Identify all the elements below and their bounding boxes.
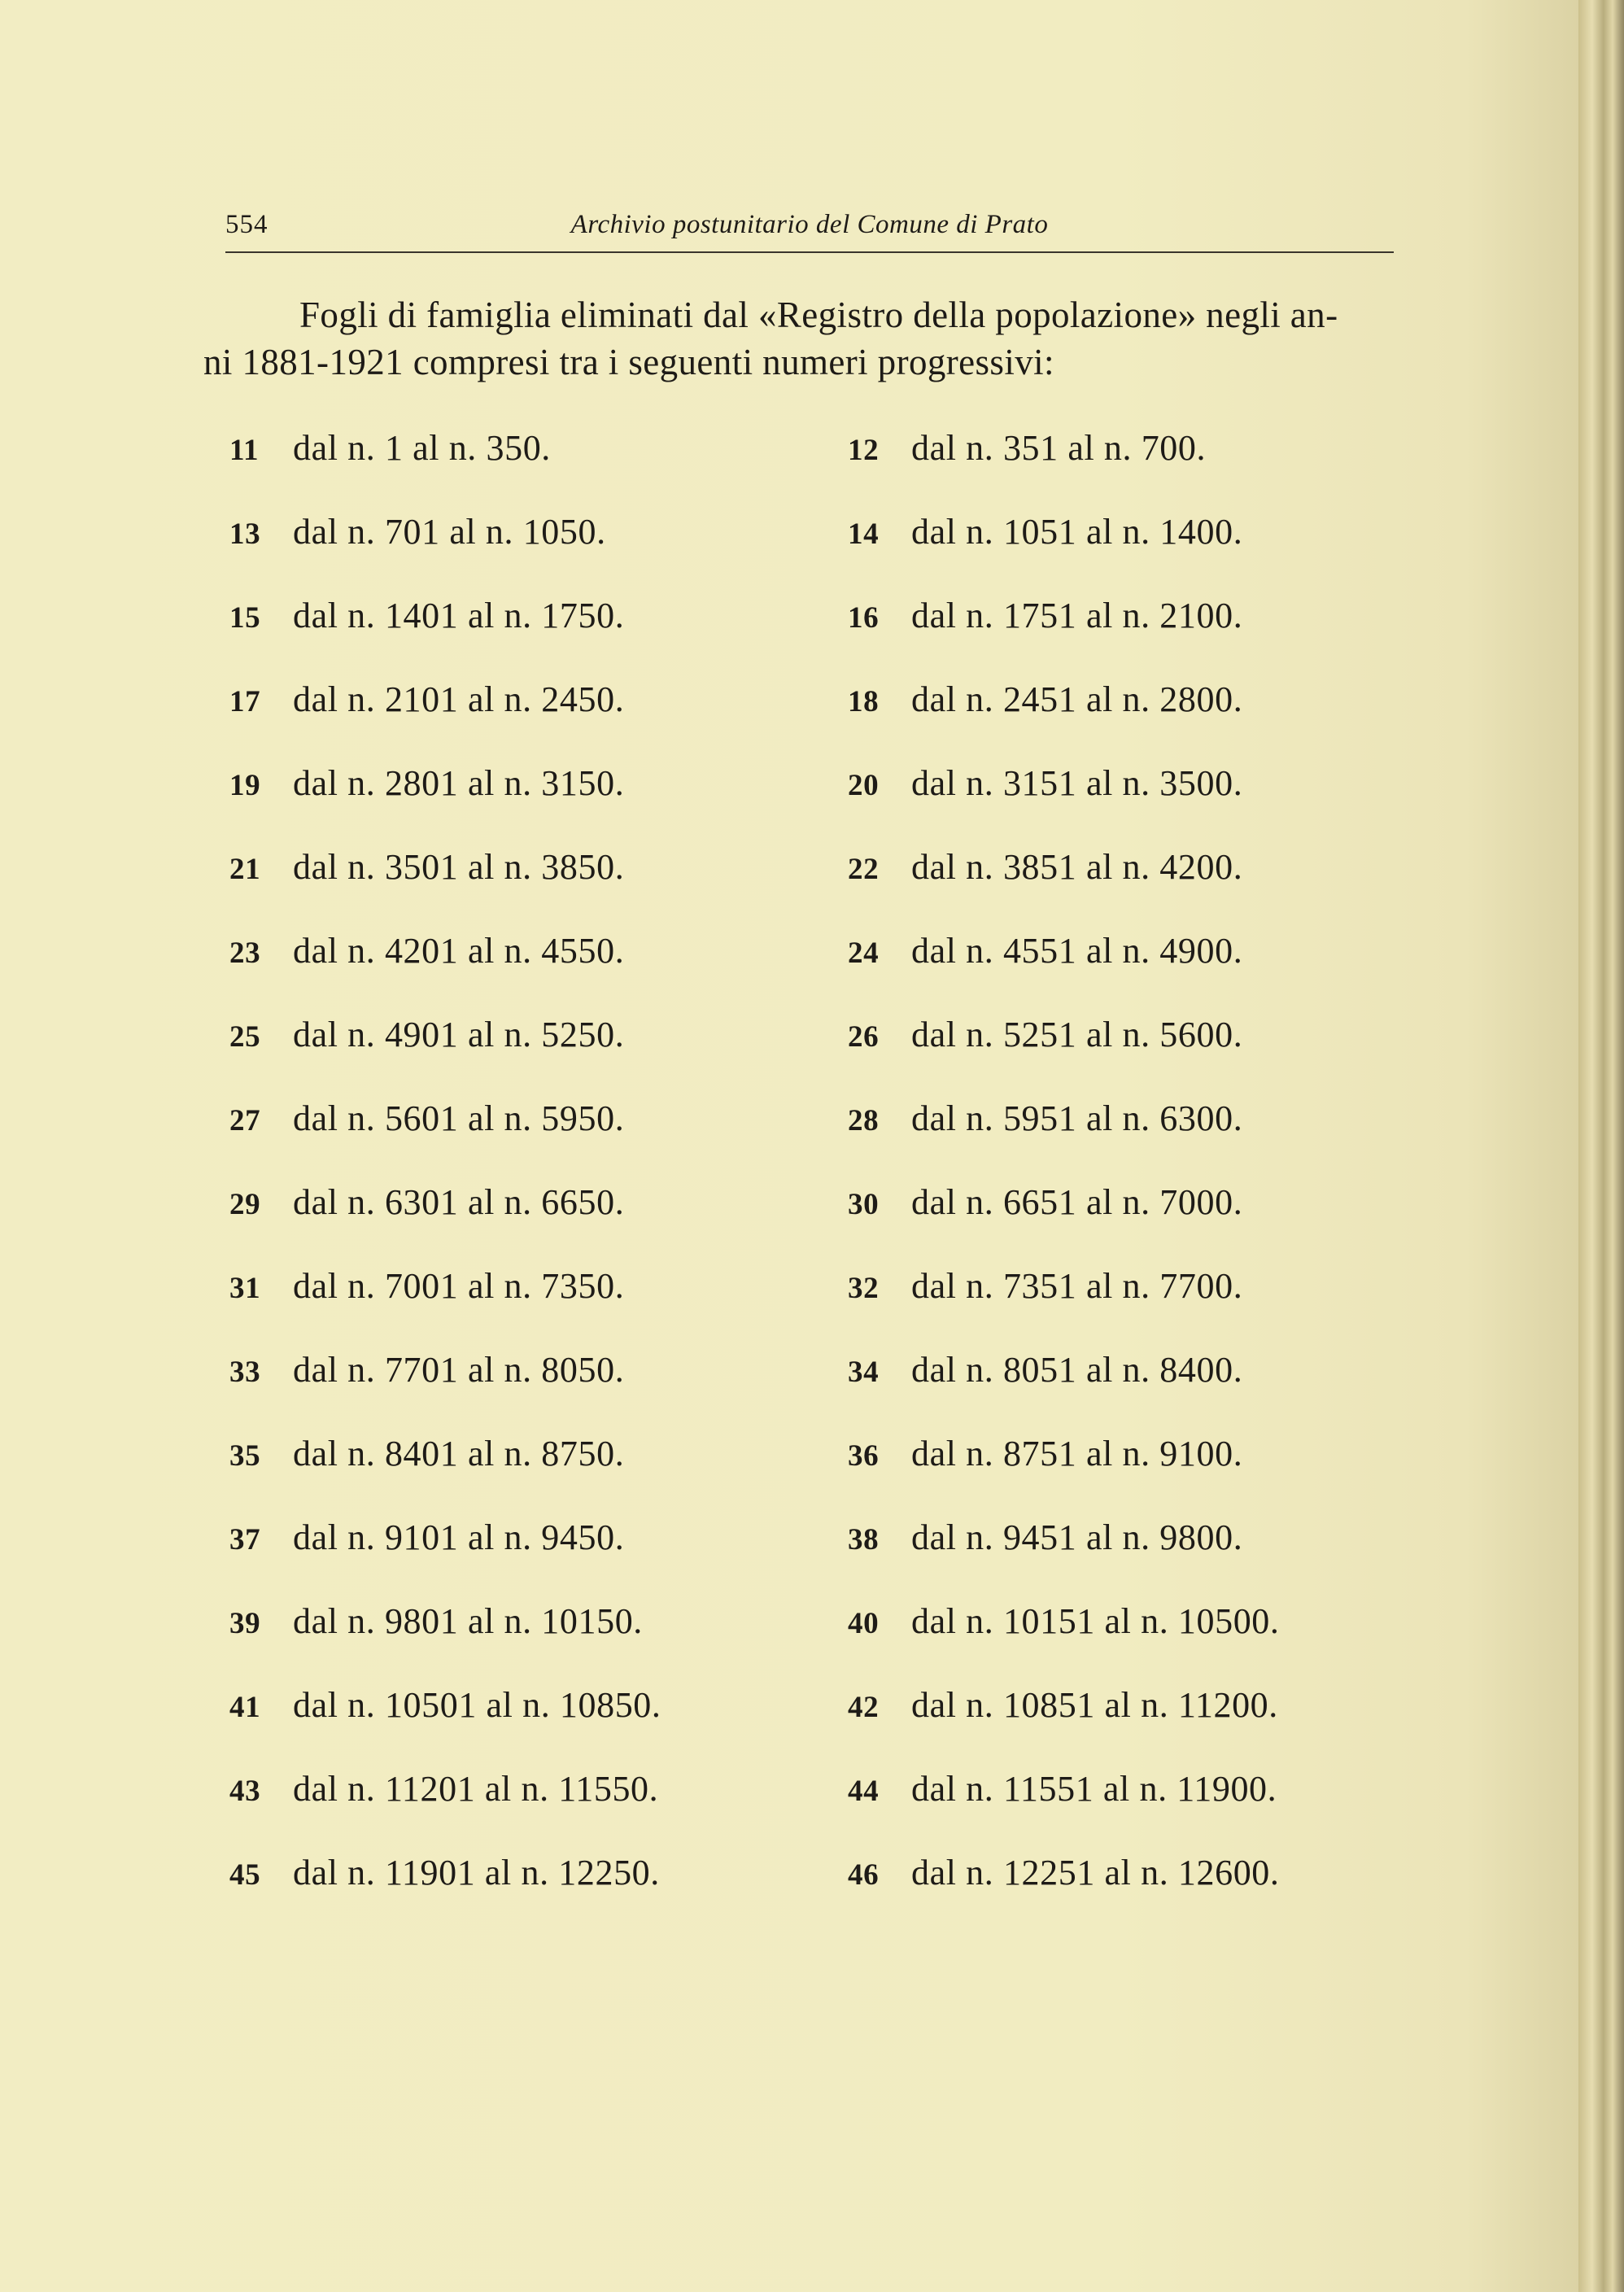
entry	[229, 427, 551, 469]
entry-range: dal n. 7001 al n. 7350.	[293, 1266, 625, 1306]
entry	[229, 595, 624, 636]
entry	[229, 1098, 624, 1139]
entry-number: 18	[848, 685, 880, 718]
entry-range: dal n. 351 al n. 700.	[911, 428, 1207, 468]
entry	[229, 1852, 660, 1893]
entry	[229, 511, 606, 552]
entries-row	[229, 1684, 1369, 1733]
entry-range: dal n. 2801 al n. 3150.	[293, 763, 625, 803]
entry-number: 24	[848, 936, 880, 970]
entry	[848, 762, 1242, 804]
entry-number: 12	[848, 434, 880, 467]
entry-range: dal n. 1 al n. 350.	[293, 428, 551, 468]
entry-range: dal n. 6651 al n. 7000.	[911, 1182, 1243, 1222]
entry-range: dal n. 1051 al n. 1400.	[911, 512, 1243, 552]
entries-row	[229, 1600, 1369, 1649]
entry-range: dal n. 1751 al n. 2100.	[911, 596, 1243, 635]
entry	[848, 1517, 1242, 1558]
entries-row	[229, 930, 1369, 979]
intro-paragraph	[203, 291, 1399, 386]
entry	[848, 1600, 1280, 1642]
entry	[229, 1684, 661, 1726]
entry	[229, 1768, 658, 1810]
entry-range: dal n. 1401 al n. 1750.	[293, 596, 625, 635]
entry-range: dal n. 9101 al n. 9450.	[293, 1517, 625, 1557]
entry-range: dal n. 3151 al n. 3500.	[911, 763, 1243, 803]
entry	[229, 679, 624, 720]
entry	[848, 1349, 1242, 1390]
entry	[848, 1768, 1277, 1810]
page-edge	[1578, 0, 1624, 2292]
entry-range: dal n. 11901 al n. 12250.	[293, 1853, 660, 1893]
entries-row	[229, 1265, 1369, 1314]
entry-range: dal n. 3851 al n. 4200.	[911, 847, 1243, 887]
entries-row	[229, 762, 1369, 811]
entry	[229, 1265, 624, 1307]
entry-number: 44	[848, 1775, 880, 1808]
page-number: 554	[225, 210, 268, 239]
entry	[229, 1517, 624, 1558]
entry-range: dal n. 11551 al n. 11900.	[911, 1769, 1277, 1809]
entry-number: 22	[848, 853, 880, 886]
entry-number: 31	[229, 1272, 261, 1305]
entry	[848, 679, 1242, 720]
entry	[848, 1684, 1278, 1726]
entry	[848, 1433, 1242, 1474]
entry-range: dal n. 11201 al n. 11550.	[293, 1769, 659, 1809]
entry-range: dal n. 6301 al n. 6650.	[293, 1182, 625, 1222]
entry-range: dal n. 3501 al n. 3850.	[293, 847, 625, 887]
entry	[229, 1600, 643, 1642]
entries-row	[229, 427, 1369, 476]
entry	[848, 1181, 1242, 1223]
entry-number: 40	[848, 1607, 880, 1640]
entries-row	[229, 679, 1369, 727]
entry-range: dal n. 5251 al n. 5600.	[911, 1015, 1243, 1054]
entry-number: 37	[229, 1523, 261, 1556]
entries-row	[229, 1517, 1369, 1565]
entry-number: 35	[229, 1439, 261, 1473]
entry-range: dal n. 10851 al n. 11200.	[911, 1685, 1278, 1725]
entry-number: 32	[848, 1272, 880, 1305]
entry-range: dal n. 8751 al n. 9100.	[911, 1434, 1243, 1473]
entry-number: 33	[229, 1356, 261, 1389]
entry-range: dal n. 12251 al n. 12600.	[911, 1853, 1280, 1893]
entry-range: dal n. 9801 al n. 10150.	[293, 1601, 643, 1641]
entries-row	[229, 1181, 1369, 1230]
entries-row	[229, 1433, 1369, 1482]
entry	[848, 1014, 1242, 1055]
entry-number: 16	[848, 601, 880, 635]
entry-number: 28	[848, 1104, 880, 1137]
entries-row	[229, 1098, 1369, 1146]
entry-number: 26	[848, 1020, 880, 1054]
entries-row	[229, 846, 1369, 895]
header-rule	[225, 251, 1394, 253]
entry-number: 30	[848, 1188, 880, 1221]
entries-row	[229, 595, 1369, 644]
entry-range: dal n. 5951 al n. 6300.	[911, 1098, 1243, 1138]
entry	[848, 1265, 1242, 1307]
page-header	[225, 205, 1394, 251]
entry-number: 21	[229, 853, 261, 886]
entries-row	[229, 1349, 1369, 1398]
entry	[229, 762, 624, 804]
entry-number: 42	[848, 1691, 880, 1724]
entry-number: 45	[229, 1858, 261, 1892]
entry-number: 25	[229, 1020, 261, 1054]
entry-number: 14	[848, 517, 880, 551]
entry-range: dal n. 2451 al n. 2800.	[911, 679, 1243, 719]
entry-number: 36	[848, 1439, 880, 1473]
entry-range: dal n. 2101 al n. 2450.	[293, 679, 625, 719]
entries-row	[229, 1014, 1369, 1063]
running-title: Archivio postunitario del Comune di Prato	[570, 210, 1049, 239]
entries-list	[229, 427, 1369, 1973]
entry	[848, 1098, 1242, 1139]
entry-range: dal n. 5601 al n. 5950.	[293, 1098, 625, 1138]
entries-row	[229, 1852, 1369, 1901]
entry	[229, 930, 624, 971]
entry	[848, 595, 1242, 636]
entry-range: dal n. 7701 al n. 8050.	[293, 1350, 625, 1390]
entry-range: dal n. 8051 al n. 8400.	[911, 1350, 1243, 1390]
entry-range: dal n. 9451 al n. 9800.	[911, 1517, 1243, 1557]
entry	[229, 1349, 624, 1390]
entry	[229, 846, 624, 888]
entry-number: 13	[229, 517, 261, 551]
entry-range: dal n. 701 al n. 1050.	[293, 512, 606, 552]
entry-range: dal n. 8401 al n. 8750.	[293, 1434, 625, 1473]
entry	[848, 930, 1242, 971]
entries-row	[229, 511, 1369, 560]
entry-number: 29	[229, 1188, 261, 1221]
entry	[848, 511, 1242, 552]
entry-range: dal n. 4901 al n. 5250.	[293, 1015, 625, 1054]
entry-number: 20	[848, 769, 880, 802]
entry-number: 34	[848, 1356, 880, 1389]
entry-range: dal n. 4201 al n. 4550.	[293, 931, 625, 971]
entry-number: 23	[229, 936, 261, 970]
entry-number: 17	[229, 685, 261, 718]
entry-number: 38	[848, 1523, 880, 1556]
entry-range: dal n. 7351 al n. 7700.	[911, 1266, 1243, 1306]
entry-number: 41	[229, 1691, 261, 1724]
intro-line-1: Fogli di famiglia eliminati dal «Registro della popolazione» negli an-	[299, 295, 1338, 335]
entry	[229, 1433, 624, 1474]
entry	[848, 1852, 1280, 1893]
entry-number: 11	[229, 434, 260, 467]
entry-number: 43	[229, 1775, 261, 1808]
entry-number: 19	[229, 769, 261, 802]
entry	[229, 1181, 624, 1223]
entry	[848, 427, 1206, 469]
entry-number: 46	[848, 1858, 880, 1892]
entry	[229, 1014, 624, 1055]
entry-range: dal n. 10151 al n. 10500.	[911, 1601, 1280, 1641]
entry-number: 27	[229, 1104, 261, 1137]
entry-number: 39	[229, 1607, 261, 1640]
intro-line-2: ni 1881-1921 compresi tra i seguenti numeri progressivi:	[203, 342, 1054, 382]
entry-range: dal n. 4551 al n. 4900.	[911, 931, 1243, 971]
entry-number: 15	[229, 601, 261, 635]
entry-range: dal n. 10501 al n. 10850.	[293, 1685, 661, 1725]
entry	[848, 846, 1242, 888]
entries-row	[229, 1768, 1369, 1817]
